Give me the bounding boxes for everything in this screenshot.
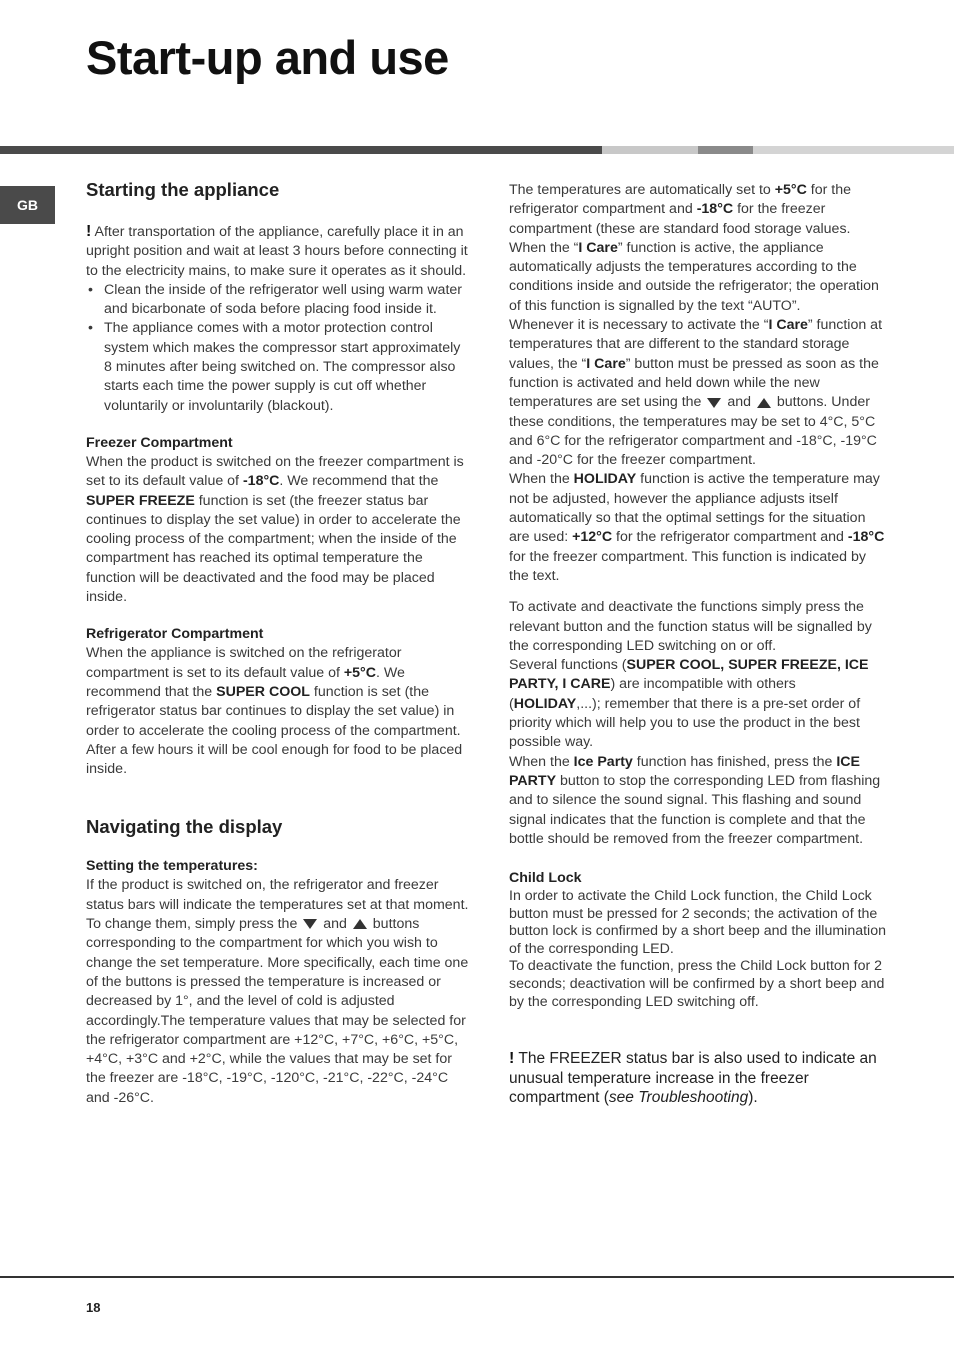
holiday-paragraph: When the HOLIDAY function is active the temperature may not be adjusted, however the appliance adjusts itself automatically so that the optimal settings for the situation are used: +12°C for the refrigerator compartment and -18°C for the freezer compartment. This function is indicated by the text. [509, 471, 885, 584]
subheading-refrigerator: Refrigerator Compartment [86, 626, 264, 643]
down-arrow-icon [303, 919, 317, 929]
warning-mark: ! [509, 1050, 515, 1068]
header-rule-light [602, 146, 698, 154]
header-rule-dark [0, 146, 602, 154]
incompatible-functions-paragraph: Several functions (SUPER COOL, SUPER FREEZE, ICE PARTY, I CARE) are incompatible with others (HOLIDAY,...); remember that there is a pre-set order of priority which will help you to use the product in the best possible way. [509, 657, 869, 751]
list-item: • Clean the inside of the refrigerator well using warm water and bicarbonate of soda before placing food inside it. [86, 281, 469, 320]
up-arrow-icon [353, 919, 367, 929]
starting-bullets [86, 281, 469, 416]
child-lock-deactivate: To deactivate the function, press the Child Lock button for 2 seconds; deactivation will be confirmed by a short beep and by the corresponding LED switching off. [509, 958, 885, 1010]
page-title: Start-up and use [86, 31, 449, 84]
section-heading-starting: Starting the appliance [86, 179, 280, 200]
page-number: 18 [86, 1300, 101, 1315]
auto-temperatures-paragraph: The temperatures are automatically set to +5°C for the refrigerator compartment and -18°C for the freezer compartment (these are standard food storage values. [509, 182, 852, 237]
footer-rule [0, 1276, 954, 1278]
refrigerator-paragraph: When the appliance is switched on the refrigerator compartment is set to its default value of +5°C. We recommend that the SUPER COOL function is set (the refrigerator status bar continues to display the set value) in order to accelerate the cooling process of the compartment. After a few hours it will be cool enough for food to be placed inside. [86, 645, 463, 778]
language-tab: GB [0, 186, 55, 224]
subheading-setting-temperatures: Setting the temperatures: [86, 858, 258, 875]
subheading-freezer: Freezer Compartment [86, 434, 233, 451]
section-heading-navigating: Navigating the display [86, 816, 283, 838]
left-column [86, 178, 469, 1108]
down-arrow-icon [707, 398, 721, 408]
starting-intro: ! After transportation of the appliance, carefully place it in an upright position and wait at least 3 hours before connecting it to the electricity mains, to make sure it operates as it should. [86, 223, 468, 279]
header-rule-pale [753, 146, 954, 154]
icare-activation-paragraph: Whenever it is necessary to activate the “I Care” function at temperatures that are different to the standard storage values, the “I Care” button must be pressed as soon as the function is activated and held down while the new temperatures are set using the and buttons. Under these conditions, the temperatures may be set to 4°C, 5°C and 6°C for the refrigerator compartment and -18°C, -19°C and -20°C for the freezer compartment. [509, 317, 883, 469]
freezer-status-note: ! The FREEZER status bar is also used to indicate an unusual temperature increase in the freezer compartment (see Troubleshooting). [509, 1050, 877, 1107]
navigating-paragraph: If the product is switched on, the refrigerator and freezer status bars will indicate the temperatures set at that moment. To change them, simply press the and buttons corresponding to the compartment for which you wish to change the set temperature. More specifically, each time one of the buttons is pressed the temperature is increased or decreased by 1°, and the level of cold is adjusted accordingly.The temperature values that may be selected for the refrigerator compartment are +12°C, +7°C, +6°C, +5°C, +4°C, +3°C and +2°C, while the values that may be set for the freezer are -18°C, -19°C, -120°C, -21°C, -22°C, -24°C and -26°C. [86, 877, 469, 1106]
header-rule-mid [698, 146, 753, 154]
warning-mark: ! [86, 223, 92, 240]
icare-paragraph: When the “I Care” function is active, the appliance automatically adjusts the temperatures according to the conditions inside and outside the refrigerator; the operation of this function is signalled by the text “AUTO”. [509, 239, 879, 314]
child-lock-activate: In order to activate the Child Lock function, the Child Lock button must be pressed for 2 seconds; the activation of the button lock is confirmed by a short beep and the illumination of the corresponding LED. [509, 888, 886, 957]
right-column [509, 181, 889, 1108]
ice-party-paragraph: When the Ice Party function has finished, press the ICE PARTY button to stop the corresponding LED from flashing and to silence the sound signal. This flashing and sound signal indicates that the function is complete and that the bottle should be removed from the freezer compartment. [509, 753, 881, 847]
up-arrow-icon [757, 398, 771, 408]
activate-functions-paragraph: To activate and deactivate the functions simply press the relevant button and the function status will be signalled by the corresponding LED switching on or off. [509, 599, 872, 654]
list-item: • The appliance comes with a motor protection control system which makes the compressor start approximately 8 minutes after being switched on. The compressor also starts each time the power supply is cut off whether voluntarily or involuntarily (blackout). [86, 319, 469, 415]
freezer-paragraph: When the product is switched on the freezer compartment is set to its default value of -18°C. We recommend that the SUPER FREEZE function is set (the freezer status bar continues to display the set value) in order to accelerate the cooling process of the compartment; when the inside of the compartment has reached its optimal temperature the function will be deactivated and the food may be placed inside. [86, 453, 464, 606]
subheading-child-lock: Child Lock [509, 870, 582, 887]
